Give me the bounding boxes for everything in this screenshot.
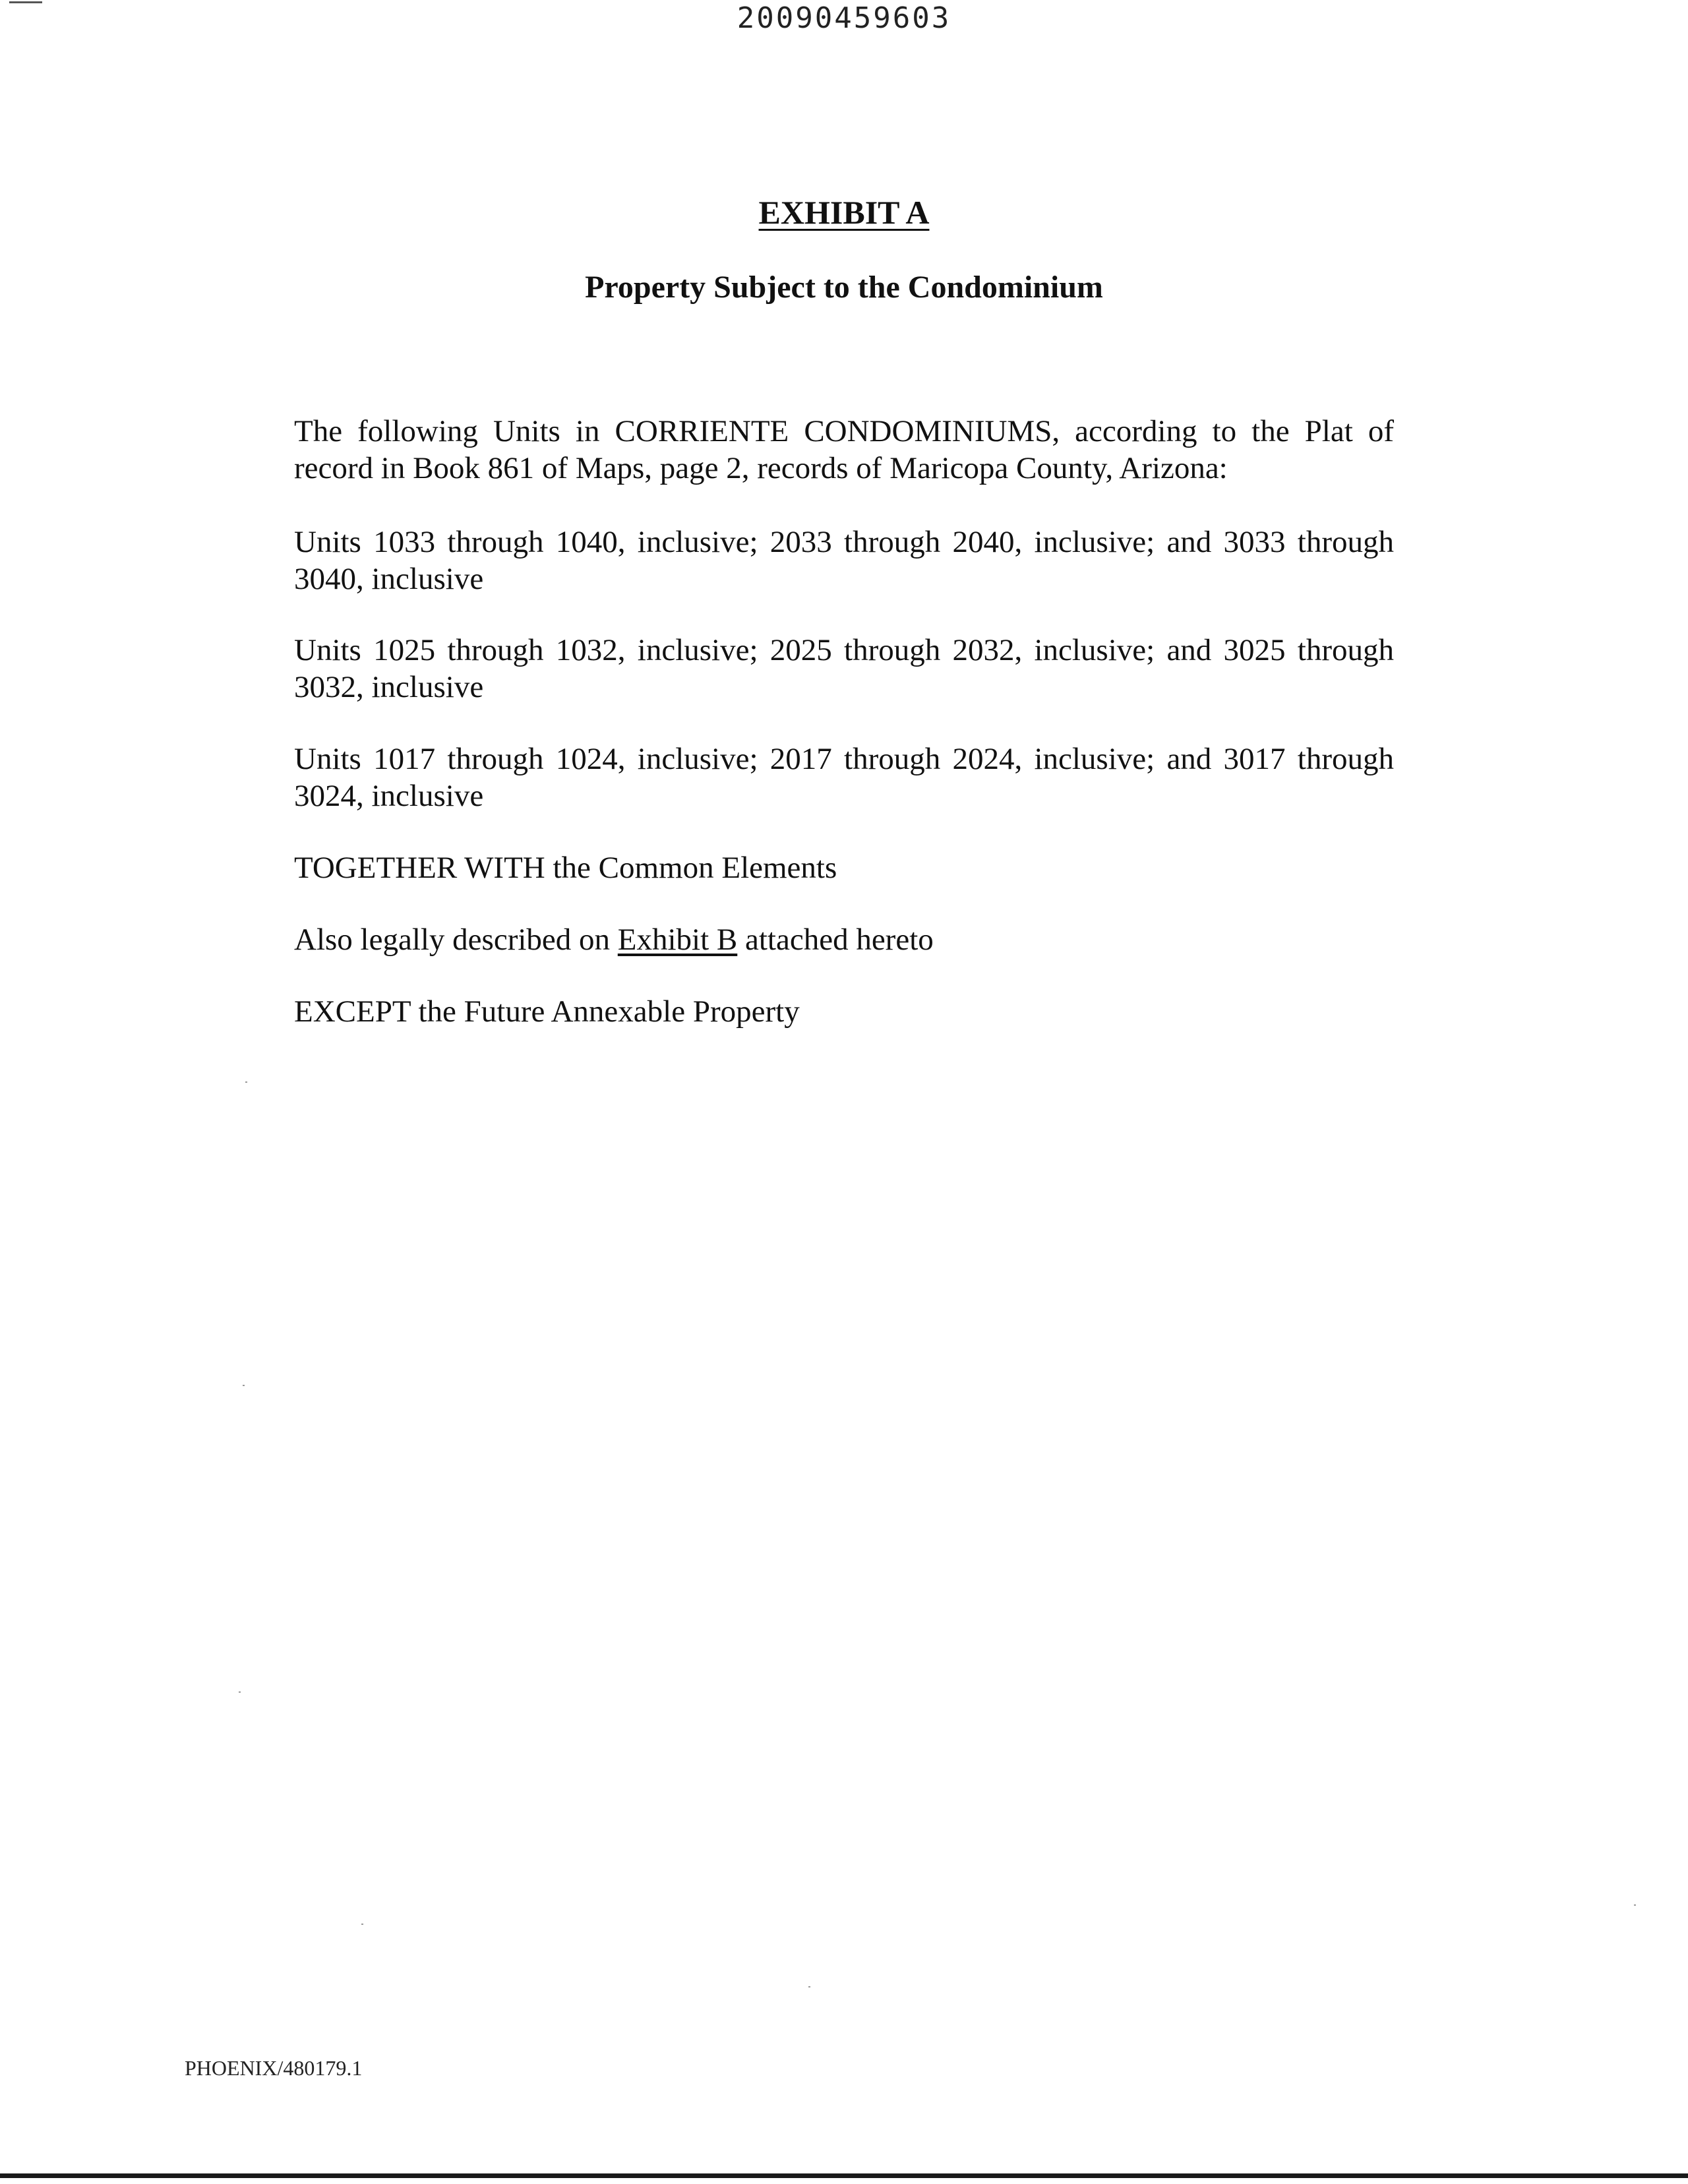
scan-speck [243,1385,245,1386]
scan-speck [1634,1904,1636,1906]
exhibit-title: EXHIBIT A [758,194,930,231]
together-paragraph: TOGETHER WITH the Common Elements [294,851,837,885]
also-described-paragraph [294,921,1394,958]
scan-speck [239,1691,241,1693]
scan-speck [245,1081,247,1083]
exhibit-b-reference: Exhibit B [617,923,738,957]
recording-document-number: 20090459603 [737,1,951,35]
scan-speck [808,1986,810,1987]
also-prefix-text: Also legally described on [294,923,618,957]
units-paragraph-1: Units 1033 through 1040, inclusive; 2033 through 2040, inclusive; and 3033 through 3040, inclusive [294,525,1394,596]
except-paragraph: EXCEPT the Future Annexable Property [294,994,800,1029]
also-suffix-text: attached hereto [737,923,934,957]
units-paragraph-3: Units 1017 through 1024, inclusive; 2017 through 2024, inclusive; and 3017 through 3024, inclusive [294,742,1394,813]
exhibit-subtitle: Property Subject to the Condominium [585,270,1103,305]
intro-paragraph: The following Units in CORRIENTE CONDOMINIUMS, according to the Plat of record in Book 861 of Maps, page 2, records of Maricopa County, Arizona: [294,414,1394,485]
footer-document-id: PHOENIX/480179.1 [185,2056,363,2080]
units-paragraph-2: Units 1025 through 1032, inclusive; 2025 through 2032, inclusive; and 3025 through 3032, inclusive [294,633,1394,704]
scan-speck [361,1924,363,1925]
bottom-edge-rule [0,2173,1688,2178]
